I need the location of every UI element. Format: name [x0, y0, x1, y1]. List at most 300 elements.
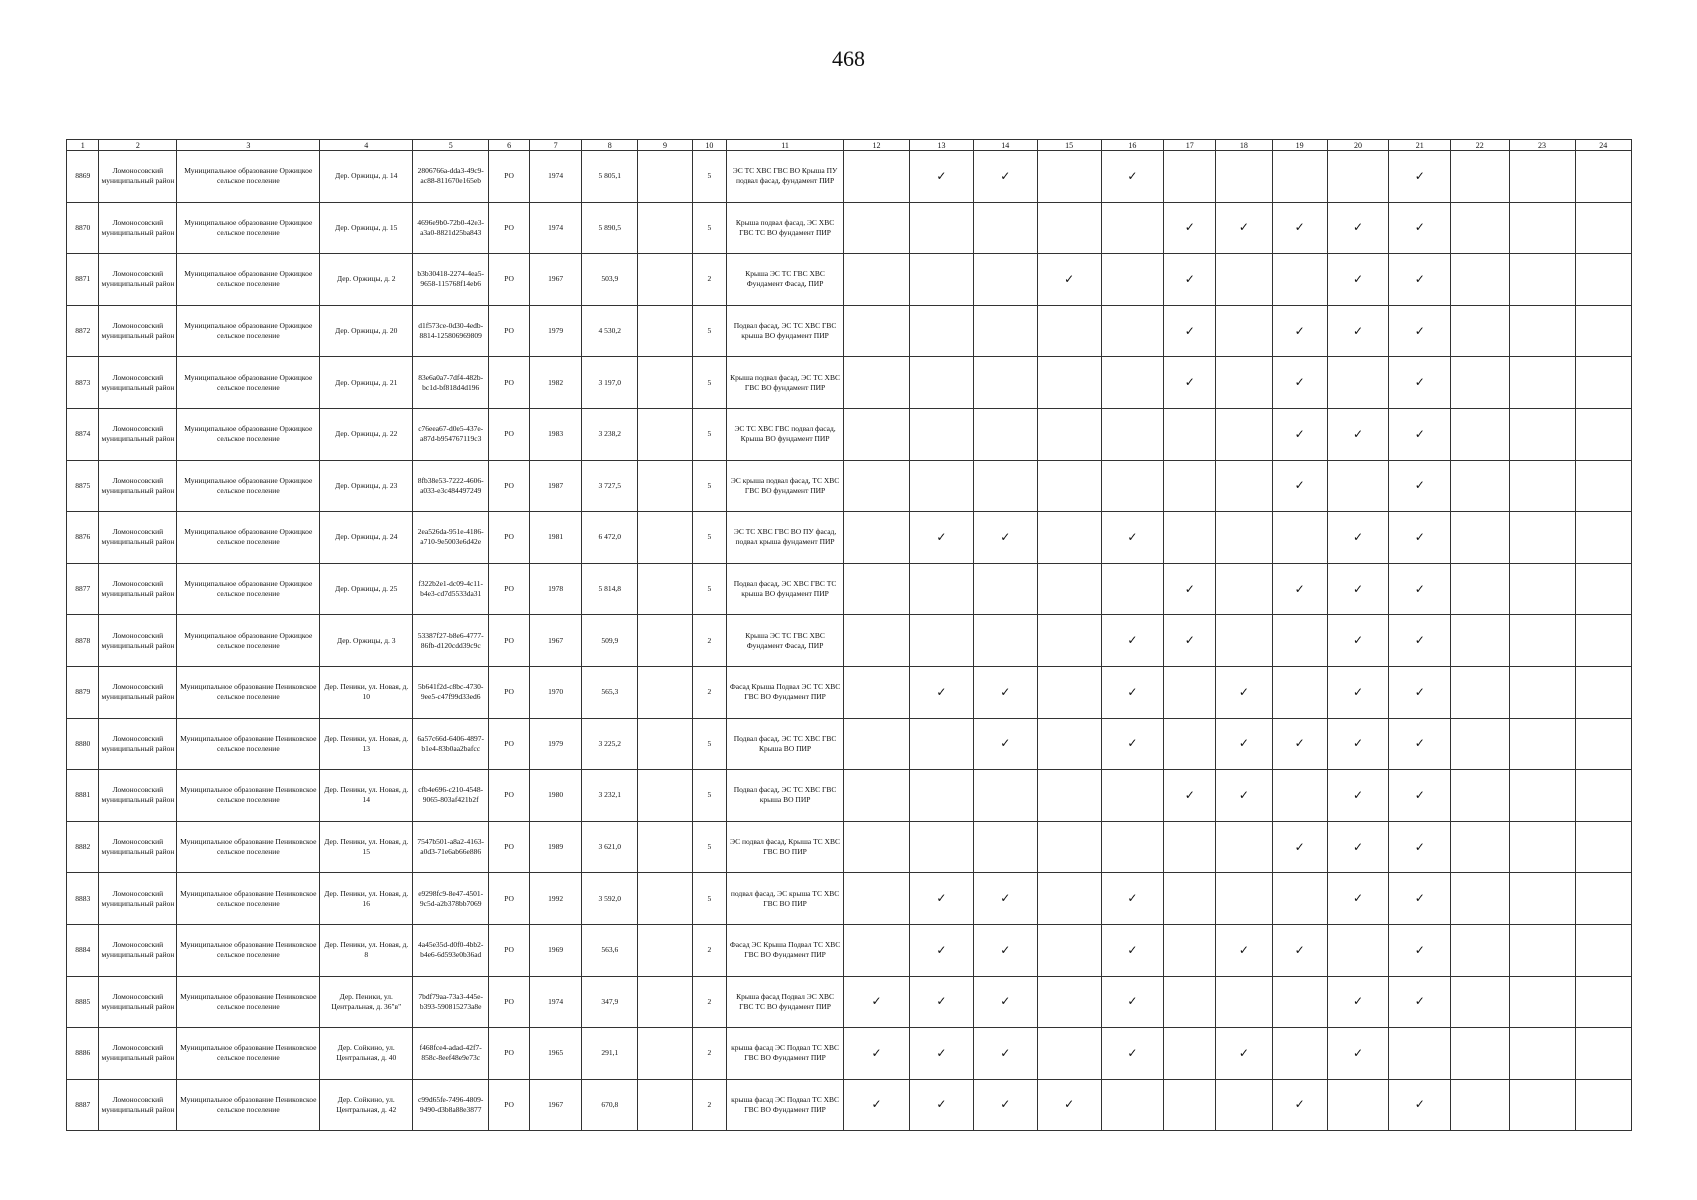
table-row — [67, 770, 1632, 822]
work-column-24-cell — [1575, 615, 1631, 667]
table-row — [67, 615, 1632, 667]
work-column-17-cell — [1164, 305, 1216, 357]
district-cell: Ломоносовский муниципальный район — [99, 202, 177, 254]
checkmark-icon: ✓ — [1238, 787, 1249, 802]
type-cell: РО — [489, 1028, 530, 1080]
work-column-22-cell — [1451, 460, 1509, 512]
checkmark-icon: ✓ — [1238, 736, 1249, 751]
checkmark-icon: ✓ — [1294, 839, 1305, 854]
work-column-13-cell — [910, 976, 974, 1028]
checkmark-icon: ✓ — [1414, 323, 1425, 338]
municipality-cell: Муниципальное образование Пениковское сельское поселение — [177, 924, 320, 976]
row-number: 8874 — [67, 408, 99, 460]
address-cell: Дер. Оржицы, д. 22 — [320, 408, 413, 460]
work-column-12-cell — [844, 666, 910, 718]
house-id-cell: e9298fc9-8e47-4501-9c5d-a2b378bb7069 — [413, 873, 489, 925]
municipality-cell: Муниципальное образование Оржицкое сельское поселение — [177, 305, 320, 357]
checkmark-icon: ✓ — [1184, 271, 1195, 286]
address-cell: Дер. Сойкино, ул. Центральная, д. 40 — [320, 1028, 413, 1080]
work-column-14-cell — [973, 563, 1037, 615]
work-column-16-cell — [1101, 254, 1164, 306]
checkmark-icon: ✓ — [1414, 271, 1425, 286]
municipality-cell: Муниципальное образование Пениковское сельское поселение — [177, 666, 320, 718]
work-column-24-cell — [1575, 563, 1631, 615]
checkmark-icon: ✓ — [1353, 839, 1364, 854]
type-cell: РО — [489, 460, 530, 512]
work-column-17-cell — [1164, 666, 1216, 718]
work-column-21-cell — [1389, 666, 1451, 718]
year-cell: 1982 — [530, 357, 582, 409]
year-cell: 1974 — [530, 976, 582, 1028]
checkmark-icon: ✓ — [1127, 529, 1138, 544]
column-9-cell — [638, 1028, 692, 1080]
work-column-15-cell — [1037, 770, 1101, 822]
work-column-21-cell — [1389, 615, 1451, 667]
work-column-12-cell — [844, 512, 910, 564]
type-cell: РО — [489, 202, 530, 254]
work-column-22-cell — [1451, 615, 1509, 667]
type-cell: РО — [489, 821, 530, 873]
work-column-18-cell — [1216, 615, 1272, 667]
checkmark-icon: ✓ — [1294, 426, 1305, 441]
table-row — [67, 512, 1632, 564]
work-column-24-cell — [1575, 305, 1631, 357]
row-number: 8885 — [67, 976, 99, 1028]
work-column-18-cell — [1216, 1079, 1272, 1131]
work-column-12-cell — [844, 151, 910, 203]
column-number-4: 4 — [320, 140, 413, 151]
column-9-cell — [638, 460, 692, 512]
work-column-19-cell — [1272, 1079, 1327, 1131]
work-column-13-cell — [910, 718, 974, 770]
column-number-23: 23 — [1509, 140, 1575, 151]
work-column-13-cell — [910, 202, 974, 254]
municipality-cell: Муниципальное образование Оржицкое сельское поселение — [177, 151, 320, 203]
works-list-cell: ЭС подвал фасад, Крыша ТС ХВС ГВС ВО ПИР — [727, 821, 844, 873]
municipality-cell: Муниципальное образование Оржицкое сельское поселение — [177, 615, 320, 667]
work-column-15-cell — [1037, 873, 1101, 925]
district-cell: Ломоносовский муниципальный район — [99, 615, 177, 667]
municipality-cell: Муниципальное образование Пениковское сельское поселение — [177, 976, 320, 1028]
column-number-20: 20 — [1327, 140, 1389, 151]
house-id-cell: 5b641f2d-c8bc-4730-9ee5-c47f99d33ed6 — [413, 666, 489, 718]
work-column-12-cell — [844, 770, 910, 822]
house-id-cell: 6a57c66d-6406-4897-b1e4-83b0aa2bafcc — [413, 718, 489, 770]
work-column-14-cell — [973, 873, 1037, 925]
table-row — [67, 666, 1632, 718]
column-9-cell — [638, 873, 692, 925]
column-number-18: 18 — [1216, 140, 1272, 151]
district-cell: Ломоносовский муниципальный район — [99, 924, 177, 976]
work-column-21-cell — [1389, 924, 1451, 976]
work-column-15-cell — [1037, 408, 1101, 460]
work-column-18-cell — [1216, 976, 1272, 1028]
work-column-20-cell — [1327, 924, 1389, 976]
checkmark-icon: ✓ — [1127, 736, 1138, 751]
column-9-cell — [638, 357, 692, 409]
column-9-cell — [638, 202, 692, 254]
area-cell: 670,8 — [582, 1079, 638, 1131]
address-cell: Дер. Оржицы, д. 21 — [320, 357, 413, 409]
floors-cell: 2 — [692, 1028, 727, 1080]
work-column-22-cell — [1451, 924, 1509, 976]
type-cell: РО — [489, 305, 530, 357]
work-column-21-cell — [1389, 151, 1451, 203]
work-column-17-cell — [1164, 512, 1216, 564]
work-column-12-cell — [844, 615, 910, 667]
work-column-15-cell — [1037, 666, 1101, 718]
floors-cell: 5 — [692, 821, 727, 873]
work-column-17-cell — [1164, 460, 1216, 512]
work-column-13-cell — [910, 563, 974, 615]
column-number-7: 7 — [530, 140, 582, 151]
work-column-23-cell — [1509, 512, 1575, 564]
work-column-16-cell — [1101, 924, 1164, 976]
checkmark-icon: ✓ — [1000, 1097, 1011, 1112]
work-column-24-cell — [1575, 1079, 1631, 1131]
type-cell: РО — [489, 357, 530, 409]
work-column-21-cell — [1389, 512, 1451, 564]
works-list-cell: Крыша подвал фасад, ЭС ХВС ГВС ТС ВО фундамент ПИР — [727, 202, 844, 254]
area-cell: 5 805,1 — [582, 151, 638, 203]
work-column-13-cell — [910, 151, 974, 203]
house-id-cell: 7bdf79aa-73a3-445e-b393-590815273a8e — [413, 976, 489, 1028]
work-column-18-cell — [1216, 408, 1272, 460]
row-number: 8878 — [67, 615, 99, 667]
work-column-18-cell — [1216, 254, 1272, 306]
type-cell: РО — [489, 718, 530, 770]
work-column-22-cell — [1451, 305, 1509, 357]
type-cell: РО — [489, 924, 530, 976]
work-column-23-cell — [1509, 254, 1575, 306]
works-list-cell: Подвал фасад, ЭС ТС ХВС ГВС Крыша ВО ПИР — [727, 718, 844, 770]
work-column-24-cell — [1575, 666, 1631, 718]
municipality-cell: Муниципальное образование Пениковское сельское поселение — [177, 1079, 320, 1131]
area-cell: 3 621,0 — [582, 821, 638, 873]
work-column-18-cell — [1216, 1028, 1272, 1080]
year-cell: 1989 — [530, 821, 582, 873]
work-column-13-cell — [910, 512, 974, 564]
work-column-16-cell — [1101, 151, 1164, 203]
checkmark-icon: ✓ — [1414, 787, 1425, 802]
floors-cell: 5 — [692, 873, 727, 925]
work-column-22-cell — [1451, 821, 1509, 873]
table-row — [67, 305, 1632, 357]
column-number-6: 6 — [489, 140, 530, 151]
checkmark-icon: ✓ — [936, 942, 947, 957]
work-column-24-cell — [1575, 254, 1631, 306]
work-column-15-cell — [1037, 821, 1101, 873]
column-number-row — [67, 140, 1632, 151]
year-cell: 1967 — [530, 615, 582, 667]
year-cell: 1967 — [530, 254, 582, 306]
column-number-17: 17 — [1164, 140, 1216, 151]
work-column-16-cell — [1101, 460, 1164, 512]
row-number: 8869 — [67, 151, 99, 203]
work-column-17-cell — [1164, 615, 1216, 667]
works-list-cell: Подвал фасад, ЭС ХВС ГВС ТС крыша ВО фундамент ПИР — [727, 563, 844, 615]
house-id-cell: 2806766a-dda3-49c9-ac88-811670e165eb — [413, 151, 489, 203]
municipality-cell: Муниципальное образование Пениковское сельское поселение — [177, 1028, 320, 1080]
work-column-23-cell — [1509, 1079, 1575, 1131]
column-9-cell — [638, 151, 692, 203]
municipality-cell: Муниципальное образование Оржицкое сельское поселение — [177, 460, 320, 512]
work-column-17-cell — [1164, 1079, 1216, 1131]
checkmark-icon: ✓ — [1184, 633, 1195, 648]
checkmark-icon: ✓ — [1184, 787, 1195, 802]
type-cell: РО — [489, 151, 530, 203]
work-column-21-cell — [1389, 873, 1451, 925]
table-row — [67, 563, 1632, 615]
type-cell: РО — [489, 615, 530, 667]
work-column-23-cell — [1509, 460, 1575, 512]
address-cell: Дер. Пеники, ул. Новая, д. 10 — [320, 666, 413, 718]
year-cell: 1967 — [530, 1079, 582, 1131]
work-column-17-cell — [1164, 718, 1216, 770]
year-cell: 1970 — [530, 666, 582, 718]
table-row — [67, 873, 1632, 925]
work-column-22-cell — [1451, 563, 1509, 615]
work-column-17-cell — [1164, 821, 1216, 873]
municipality-cell: Муниципальное образование Пениковское сельское поселение — [177, 718, 320, 770]
work-column-17-cell — [1164, 202, 1216, 254]
checkmark-icon: ✓ — [1000, 529, 1011, 544]
checkmark-icon: ✓ — [936, 684, 947, 699]
checkmark-icon: ✓ — [1184, 375, 1195, 390]
work-column-20-cell — [1327, 254, 1389, 306]
capital-repair-table — [66, 139, 1632, 1131]
work-column-17-cell — [1164, 976, 1216, 1028]
address-cell: Дер. Пеники, ул. Новая, д. 8 — [320, 924, 413, 976]
work-column-16-cell — [1101, 357, 1164, 409]
year-cell: 1992 — [530, 873, 582, 925]
area-cell: 565,3 — [582, 666, 638, 718]
work-column-13-cell — [910, 1079, 974, 1131]
checkmark-icon: ✓ — [1414, 891, 1425, 906]
house-id-cell: c99d65fe-7496-4809-9490-d3b8a88e3877 — [413, 1079, 489, 1131]
house-id-cell: 2ea526da-951e-4186-a710-9e5003e6d42e — [413, 512, 489, 564]
row-number: 8886 — [67, 1028, 99, 1080]
work-column-19-cell — [1272, 254, 1327, 306]
area-cell: 3 592,0 — [582, 873, 638, 925]
district-cell: Ломоносовский муниципальный район — [99, 563, 177, 615]
house-id-cell: 83e6a0a7-7df4-482b-bc1d-bf818d4d196 — [413, 357, 489, 409]
floors-cell: 5 — [692, 563, 727, 615]
checkmark-icon: ✓ — [1414, 478, 1425, 493]
works-list-cell: крыша фасад ЭС Подвал ТС ХВС ГВС ВО Фундамент ПИР — [727, 1079, 844, 1131]
column-9-cell — [638, 666, 692, 718]
work-column-16-cell — [1101, 873, 1164, 925]
municipality-cell: Муниципальное образование Оржицкое сельское поселение — [177, 563, 320, 615]
type-cell: РО — [489, 1079, 530, 1131]
floors-cell: 2 — [692, 615, 727, 667]
house-id-cell: d1f573ce-0d30-4edb-8814-125806969809 — [413, 305, 489, 357]
checkmark-icon: ✓ — [1238, 684, 1249, 699]
area-cell: 3 197,0 — [582, 357, 638, 409]
work-column-13-cell — [910, 873, 974, 925]
district-cell: Ломоносовский муниципальный район — [99, 151, 177, 203]
works-list-cell: ЭС ТС ХВС ГВС подвал фасад, Крыша ВО фундамент ПИР — [727, 408, 844, 460]
work-column-24-cell — [1575, 151, 1631, 203]
work-column-19-cell — [1272, 202, 1327, 254]
floors-cell: 5 — [692, 305, 727, 357]
work-column-12-cell — [844, 202, 910, 254]
works-list-cell: Крыша ЭС ТС ГВС ХВС Фундамент Фасад, ПИР — [727, 615, 844, 667]
work-column-12-cell — [844, 254, 910, 306]
municipality-cell: Муниципальное образование Пениковское сельское поселение — [177, 770, 320, 822]
work-column-20-cell — [1327, 821, 1389, 873]
checkmark-icon: ✓ — [1294, 478, 1305, 493]
work-column-21-cell — [1389, 460, 1451, 512]
work-column-23-cell — [1509, 873, 1575, 925]
checkmark-icon: ✓ — [1000, 684, 1011, 699]
work-column-14-cell — [973, 976, 1037, 1028]
checkmark-icon: ✓ — [871, 1097, 882, 1112]
column-number-22: 22 — [1451, 140, 1509, 151]
row-number: 8880 — [67, 718, 99, 770]
works-list-cell: подвал фасад, ЭС крыша ТС ХВС ГВС ВО ПИР — [727, 873, 844, 925]
work-column-19-cell — [1272, 666, 1327, 718]
work-column-20-cell — [1327, 357, 1389, 409]
table-row — [67, 1079, 1632, 1131]
work-column-20-cell — [1327, 460, 1389, 512]
works-list-cell: Крыша фасад Подвал ЭС ХВС ГВС ТС ВО фундамент ПИР — [727, 976, 844, 1028]
row-number: 8883 — [67, 873, 99, 925]
checkmark-icon: ✓ — [1294, 323, 1305, 338]
row-number: 8887 — [67, 1079, 99, 1131]
area-cell: 503,9 — [582, 254, 638, 306]
work-column-16-cell — [1101, 615, 1164, 667]
checkmark-icon: ✓ — [871, 994, 882, 1009]
work-column-20-cell — [1327, 305, 1389, 357]
house-id-cell: 53387f27-b8e6-4777-86fb-d120cdd39c9c — [413, 615, 489, 667]
district-cell: Ломоносовский муниципальный район — [99, 305, 177, 357]
year-cell: 1969 — [530, 924, 582, 976]
work-column-20-cell — [1327, 666, 1389, 718]
work-column-18-cell — [1216, 666, 1272, 718]
work-column-19-cell — [1272, 770, 1327, 822]
work-column-22-cell — [1451, 1028, 1509, 1080]
work-column-24-cell — [1575, 873, 1631, 925]
checkmark-icon: ✓ — [1127, 168, 1138, 183]
work-column-17-cell — [1164, 873, 1216, 925]
work-column-14-cell — [973, 1079, 1037, 1131]
year-cell: 1983 — [530, 408, 582, 460]
work-column-21-cell — [1389, 1079, 1451, 1131]
work-column-19-cell — [1272, 512, 1327, 564]
work-column-17-cell — [1164, 254, 1216, 306]
checkmark-icon: ✓ — [1353, 271, 1364, 286]
work-column-16-cell — [1101, 408, 1164, 460]
area-cell: 3 232,1 — [582, 770, 638, 822]
works-list-cell: крыша фасад ЭС Подвал ТС ХВС ГВС ВО Фундамент ПИР — [727, 1028, 844, 1080]
house-id-cell: cfb4e696-c210-4548-9065-803af421b2f — [413, 770, 489, 822]
checkmark-icon: ✓ — [1127, 633, 1138, 648]
floors-cell: 2 — [692, 924, 727, 976]
district-cell: Ломоносовский муниципальный район — [99, 408, 177, 460]
works-list-cell: Крыша ЭС ТС ГВС ХВС Фундамент Фасад, ПИР — [727, 254, 844, 306]
works-list-cell: ЭС крыша подвал фасад, ТС ХВС ГВС ВО фундамент ПИР — [727, 460, 844, 512]
work-column-14-cell — [973, 924, 1037, 976]
work-column-13-cell — [910, 821, 974, 873]
row-number: 8872 — [67, 305, 99, 357]
table-row — [67, 408, 1632, 460]
work-column-15-cell — [1037, 512, 1101, 564]
checkmark-icon: ✓ — [1414, 942, 1425, 957]
year-cell: 1979 — [530, 305, 582, 357]
work-column-22-cell — [1451, 512, 1509, 564]
page-number: 468 — [832, 46, 865, 71]
district-cell: Ломоносовский муниципальный район — [99, 821, 177, 873]
work-column-22-cell — [1451, 718, 1509, 770]
work-column-14-cell — [973, 512, 1037, 564]
work-column-13-cell — [910, 1028, 974, 1080]
municipality-cell: Муниципальное образование Оржицкое сельское поселение — [177, 202, 320, 254]
column-9-cell — [638, 408, 692, 460]
work-column-21-cell — [1389, 718, 1451, 770]
floors-cell: 2 — [692, 976, 727, 1028]
work-column-12-cell — [844, 924, 910, 976]
checkmark-icon: ✓ — [1353, 323, 1364, 338]
house-id-cell: 7547b501-a8a2-4163-a0d3-71e6ab66e886 — [413, 821, 489, 873]
work-column-18-cell — [1216, 821, 1272, 873]
column-number-9: 9 — [638, 140, 692, 151]
checkmark-icon: ✓ — [936, 994, 947, 1009]
column-9-cell — [638, 924, 692, 976]
work-column-20-cell — [1327, 563, 1389, 615]
work-column-15-cell — [1037, 976, 1101, 1028]
house-id-cell: b3b30418-2274-4ea5-9658-115768f14eb6 — [413, 254, 489, 306]
work-column-15-cell — [1037, 305, 1101, 357]
work-column-18-cell — [1216, 357, 1272, 409]
column-9-cell — [638, 563, 692, 615]
work-column-17-cell — [1164, 1028, 1216, 1080]
work-column-17-cell — [1164, 151, 1216, 203]
checkmark-icon: ✓ — [871, 1045, 882, 1060]
work-column-20-cell — [1327, 718, 1389, 770]
area-cell: 563,6 — [582, 924, 638, 976]
work-column-23-cell — [1509, 666, 1575, 718]
works-list-cell: Фасад Крыша Подвал ЭС ТС ХВС ГВС ВО Фундамент ПИР — [727, 666, 844, 718]
checkmark-icon: ✓ — [1353, 426, 1364, 441]
table-row — [67, 718, 1632, 770]
district-cell: Ломоносовский муниципальный район — [99, 1079, 177, 1131]
column-number-16: 16 — [1101, 140, 1164, 151]
work-column-16-cell — [1101, 718, 1164, 770]
house-id-cell: 4696e9b0-72b0-42e3-a3a0-8821d25ba843 — [413, 202, 489, 254]
floors-cell: 5 — [692, 151, 727, 203]
checkmark-icon: ✓ — [1238, 942, 1249, 957]
work-column-13-cell — [910, 615, 974, 667]
work-column-13-cell — [910, 460, 974, 512]
table-body — [67, 151, 1632, 1131]
work-column-16-cell — [1101, 202, 1164, 254]
floors-cell: 5 — [692, 408, 727, 460]
row-number: 8884 — [67, 924, 99, 976]
table-row — [67, 976, 1632, 1028]
house-id-cell: 4a45e35d-d0f0-4bb2-b4e6-6d593e0b36ad — [413, 924, 489, 976]
work-column-22-cell — [1451, 873, 1509, 925]
address-cell: Дер. Пеники, ул. Новая, д. 14 — [320, 770, 413, 822]
work-column-24-cell — [1575, 408, 1631, 460]
checkmark-icon: ✓ — [1414, 839, 1425, 854]
work-column-18-cell — [1216, 924, 1272, 976]
work-column-23-cell — [1509, 821, 1575, 873]
house-id-cell: c76eea67-d0e5-437e-a87d-b954767119c3 — [413, 408, 489, 460]
row-number: 8882 — [67, 821, 99, 873]
floors-cell: 5 — [692, 718, 727, 770]
column-9-cell — [638, 718, 692, 770]
